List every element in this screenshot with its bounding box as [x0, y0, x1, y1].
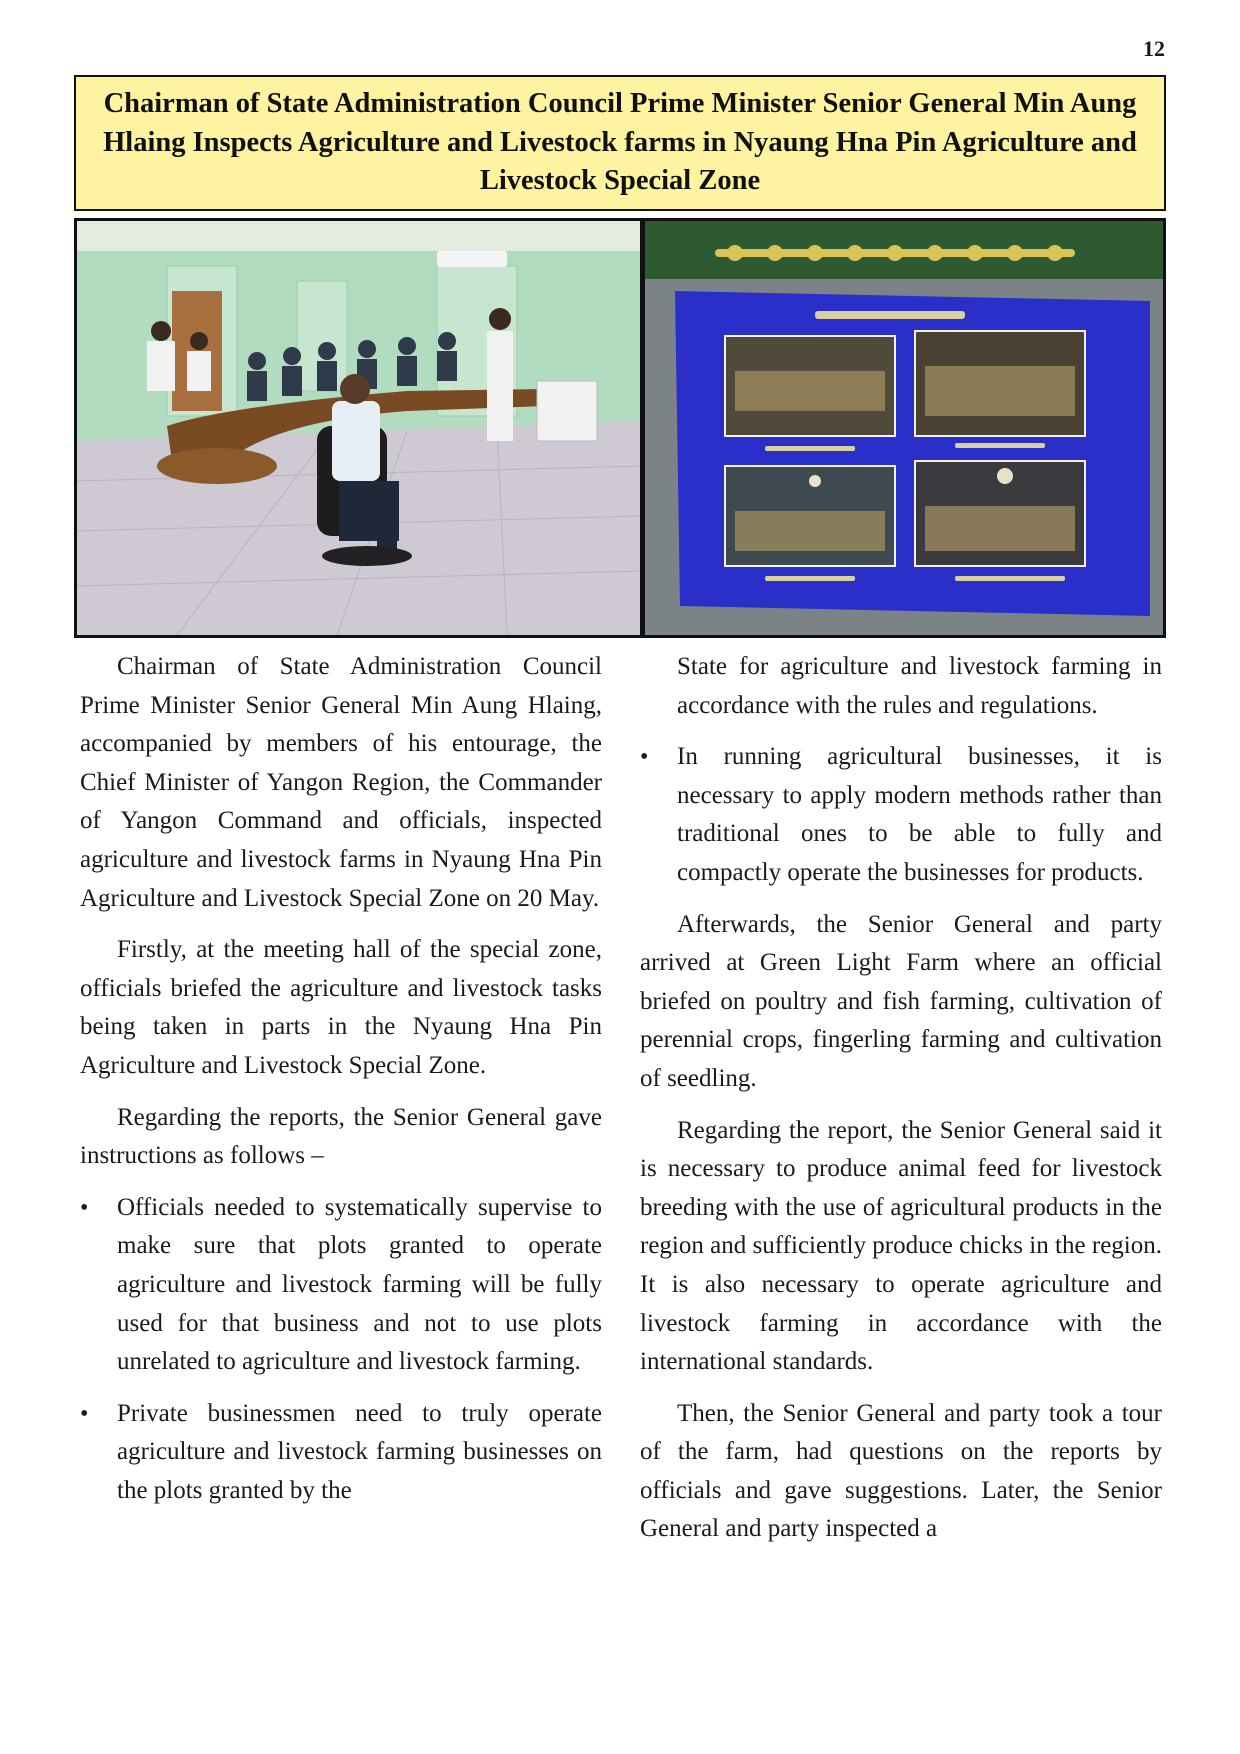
instruction-list [80, 1189, 602, 1511]
list-item: • In running agricultural businesses, it is necessary to apply modern methods rather than traditional ones to be able to fully and compactly operate the businesses for products. [640, 738, 1162, 892]
article-title: Chairman of State Administration Council Prime Minister Senior General Min Aung Hlaing Inspects Agriculture and Livestock farms in Nyaung Hna Pin Agriculture and Livestock Special Zone [103, 88, 1137, 197]
page-number: 12 [1143, 36, 1165, 61]
paragraph: Firstly, at the meeting hall of the special zone, officials briefed the agriculture and livestock tasks being taken in parts in the Nyaung Hna Pin Agriculture and Livestock Special Zone. [80, 936, 602, 1079]
list-item-continuation: State for agriculture and livestock farming in accordance with the rules and regulations. [677, 653, 1162, 719]
paragraph: Then, the Senior General and party took a tour of the farm, had questions on the reports by officials and gave suggestions. Later, the Senior General and party inspected a [640, 1399, 1162, 1543]
instruction-list-continued [640, 738, 1162, 892]
paragraph: Regarding the reports, the Senior General gave instructions as follows – [80, 1103, 602, 1170]
paragraph: Chairman of State Administration Council Prime Minister Senior General Min Aung Hlaing, accompanied by members of his entourage, the Chief Minister of Yangon Region, the Commander of Yangon Command and officials, inspected agriculture and livestock farms in Nyaung Hna Pin Agriculture and Livestock Special Zone on 20 May. [80, 653, 602, 912]
presentation-illustration [645, 221, 1163, 635]
paragraph: Regarding the report, the Senior General said it is necessary to produce animal feed for livestock breeding with the use of agricultural products in the region and sufficiently produce chicks in the region. It is also necessary to operate agriculture and livestock farming in accordance with the international standards. [640, 1116, 1162, 1376]
list-item: • Private businessmen need to truly operate agriculture and livestock farming businesses on the plots granted by the [80, 1395, 602, 1511]
meeting-hall-illustration [77, 221, 640, 635]
list-item: • Officials needed to systematically supervise to make sure that plots granted to operate agriculture and livestock farming will be fully used for that business and not to use plots unrelated to agriculture and livestock farming. [80, 1189, 602, 1382]
article-title-box [74, 75, 1166, 211]
meeting-hall-photo [77, 221, 640, 635]
paragraph: Afterwards, the Senior General and party arrived at Green Light Farm where an official briefed on poultry and fish farming, cultivation of perennial crops, fingerling farming and cultivation of seedling. [640, 910, 1162, 1092]
presentation-screen-photo [645, 221, 1163, 635]
left-column [80, 648, 602, 1523]
right-column [640, 648, 1162, 1562]
article-photo [74, 218, 1166, 638]
